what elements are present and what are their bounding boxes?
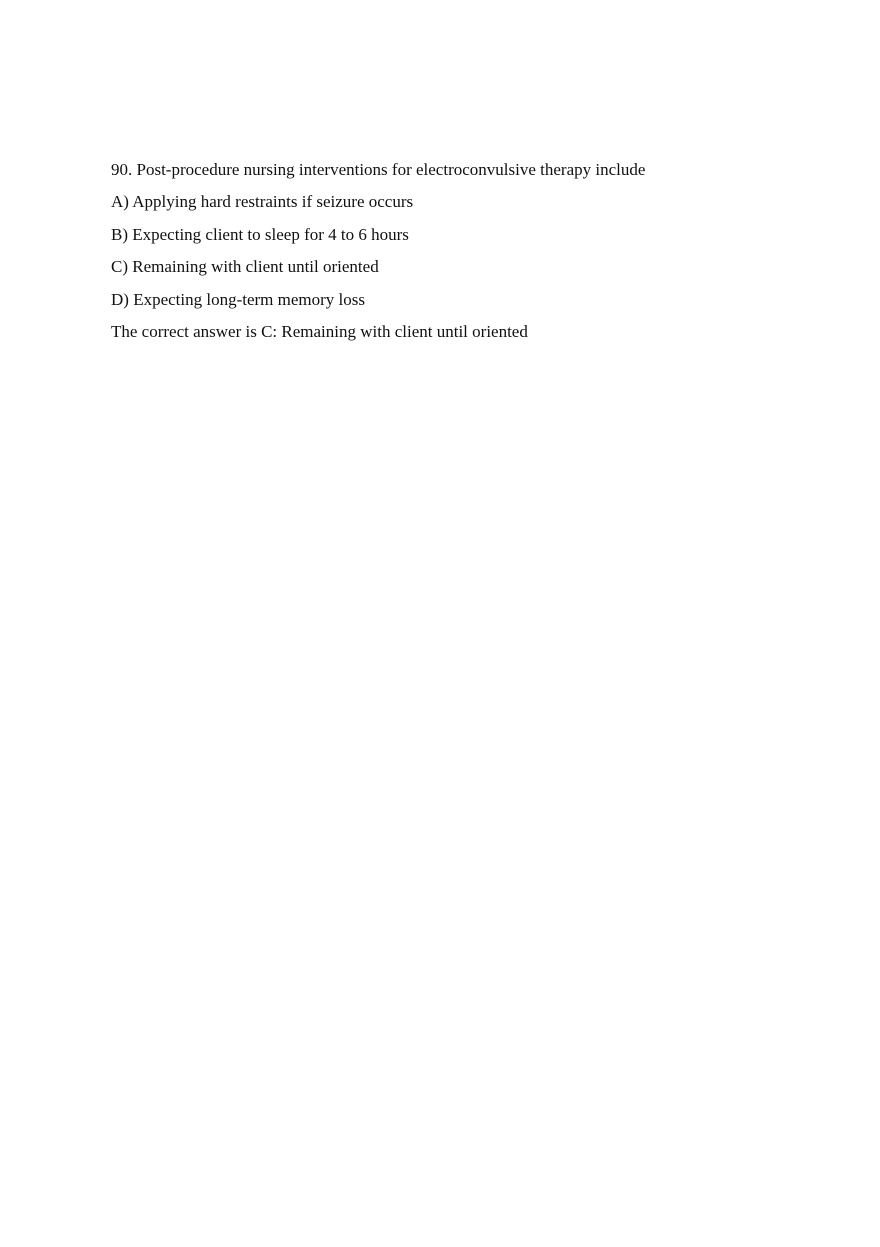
option-a: A) Applying hard restraints if seizure occurs [111,192,414,212]
option-d: D) Expecting long-term memory loss [111,289,366,309]
question-stem: 90. Post-procedure nursing interventions for electroconvulsive therapy include [111,160,646,179]
correct-answer: The correct answer is C: Remaining with client until oriented [111,322,528,342]
option-b: B) Expecting client to sleep for 4 to 6 hours [111,224,409,244]
option-c: C) Remaining with client until oriented [111,257,379,277]
question-block [111,154,811,348]
